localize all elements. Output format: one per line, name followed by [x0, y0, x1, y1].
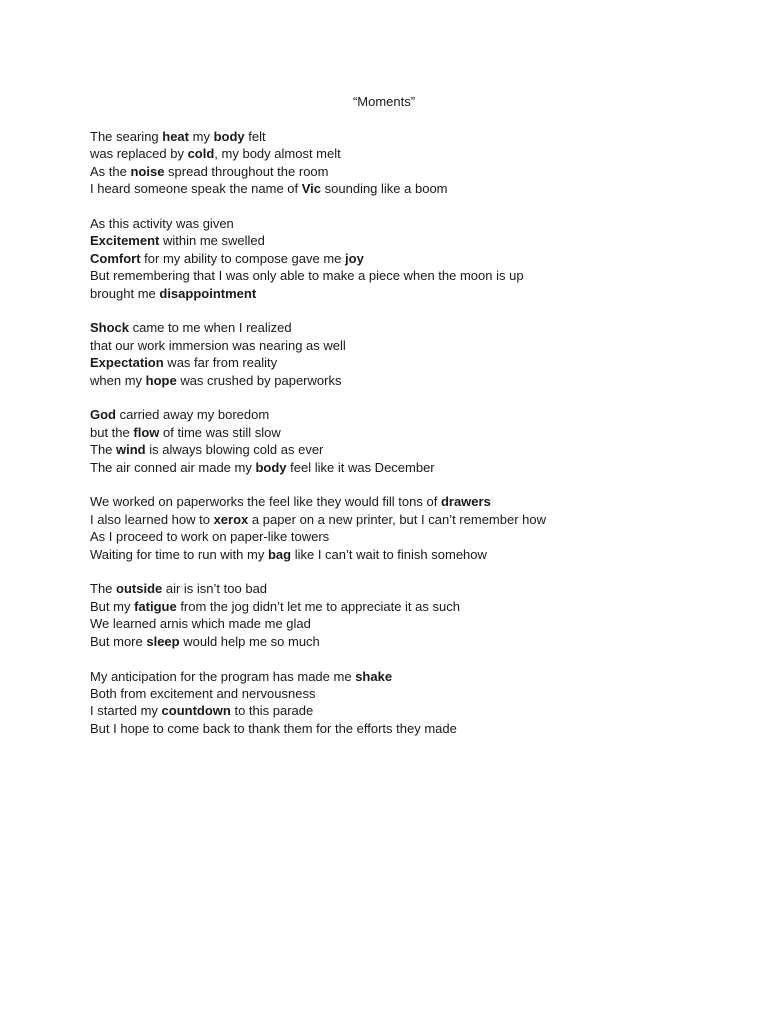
- poem-stanza: [90, 493, 710, 563]
- poem-line: [90, 215, 710, 232]
- line-text: felt: [244, 129, 266, 144]
- emphasized-word: body: [213, 129, 245, 144]
- line-text: came to me when I realized: [129, 320, 292, 336]
- emphasized-word: God: [90, 407, 116, 423]
- poem-stanza: [90, 215, 710, 302]
- poem-line: [90, 267, 710, 284]
- line-text: that our work immersion was nearing as well: [90, 337, 346, 353]
- poem-line: [90, 668, 710, 685]
- emphasized-word: noise: [130, 163, 165, 179]
- poem-line: [90, 598, 710, 615]
- line-text: brought me: [90, 285, 160, 301]
- poem-stanza: [90, 406, 710, 476]
- line-text: within me swelled: [159, 233, 265, 249]
- poem-line: [90, 337, 710, 354]
- line-text: is always blowing cold as ever: [145, 442, 324, 458]
- poem-line: [90, 372, 710, 389]
- line-text: would help me so much: [179, 633, 320, 649]
- line-text: from the jog didn’t let me to appreciate it as such: [176, 598, 460, 614]
- line-text: My anticipation for the program has made me: [90, 668, 356, 684]
- emphasized-word: disappointment: [159, 285, 257, 301]
- line-text: We worked on paperworks the feel like they would fill tons of: [90, 494, 441, 510]
- emphasized-word: Vic: [301, 181, 322, 197]
- poem-line: [90, 128, 710, 145]
- line-text: air is isn’t too bad: [162, 581, 268, 597]
- line-text: spread throughout the room: [164, 163, 329, 179]
- poem-line: [90, 528, 710, 545]
- emphasized-word: wind: [116, 442, 146, 458]
- emphasized-word: Excitement: [90, 233, 160, 249]
- emphasized-word: outside: [116, 581, 163, 597]
- poem-line: [90, 511, 710, 528]
- line-text: a paper on a new printer, but I can’t remember how: [248, 511, 546, 527]
- line-text: of time was still slow: [159, 424, 281, 440]
- poem-line: [90, 319, 710, 336]
- line-text: Waiting for time to run with my: [90, 546, 268, 562]
- line-text: The: [90, 442, 117, 458]
- poem-line: [90, 250, 710, 267]
- line-text: was replaced by: [90, 146, 188, 162]
- line-text: , my body almost melt: [214, 146, 341, 162]
- emphasized-word: flow: [133, 424, 160, 440]
- line-text: my: [189, 129, 214, 144]
- emphasized-word: shake: [355, 668, 393, 684]
- line-text: As the: [90, 163, 131, 179]
- line-text: to this parade: [230, 703, 314, 719]
- poem-line: [90, 546, 710, 563]
- poem-body: [90, 128, 710, 755]
- poem-line: [90, 580, 710, 597]
- line-text: But my: [90, 598, 135, 614]
- emphasized-word: bag: [267, 546, 292, 562]
- emphasized-word: heat: [162, 129, 189, 144]
- line-text: like I can’t wait to finish somehow: [291, 546, 487, 562]
- line-text: We learned arnis which made me glad: [90, 616, 311, 632]
- line-text: But I hope to come back to thank them for the efforts they made: [90, 720, 457, 736]
- emphasized-word: sleep: [146, 633, 180, 649]
- poem-line: [90, 633, 710, 650]
- poem-line: [90, 615, 710, 632]
- poem-line: [90, 163, 710, 180]
- poem-stanza: [90, 580, 710, 650]
- emphasized-word: Expectation: [90, 355, 164, 371]
- line-text: I also learned how to: [90, 511, 214, 527]
- poem-line: [90, 720, 710, 737]
- poem-line: [90, 685, 710, 702]
- line-text: Both from excitement and nervousness: [90, 685, 316, 701]
- emphasized-word: fatigue: [134, 598, 177, 614]
- emphasized-word: cold: [187, 146, 215, 162]
- line-text: But more: [90, 633, 147, 649]
- emphasized-word: joy: [345, 250, 364, 266]
- poem-line: [90, 232, 710, 249]
- poem-stanza: [90, 319, 710, 389]
- line-text: feel like it was December: [286, 459, 435, 475]
- emphasized-word: Comfort: [90, 250, 141, 266]
- line-text: But remembering that I was only able to make a piece when the moon is up: [90, 268, 524, 284]
- line-text: for my ability to compose gave me: [140, 250, 346, 266]
- poem-line: [90, 406, 710, 423]
- line-text: but the: [90, 424, 134, 440]
- line-text: was far from reality: [163, 355, 278, 371]
- line-text: when my: [90, 372, 146, 388]
- poem-line: [90, 145, 710, 162]
- emphasized-word: countdown: [161, 703, 231, 719]
- poem-line: [90, 285, 710, 302]
- line-text: was crushed by paperworks: [176, 372, 342, 388]
- poem-line: [90, 354, 710, 371]
- line-text: I started my: [90, 703, 162, 719]
- line-text: sounding like a boom: [321, 181, 448, 197]
- poem-line: [90, 180, 710, 197]
- poem-stanza: [90, 668, 710, 738]
- line-text: As I proceed to work on paper-like towers: [90, 529, 330, 545]
- line-text: The air conned air made my: [90, 459, 256, 475]
- poem-stanza: [90, 128, 710, 198]
- line-text: The: [90, 581, 117, 597]
- poem-line: [90, 493, 710, 510]
- emphasized-word: body: [255, 459, 287, 475]
- poem-title: “Moments”: [352, 94, 416, 109]
- line-text: As this activity was given: [90, 216, 234, 232]
- poem-line: [90, 702, 710, 719]
- poem-line: [90, 459, 710, 476]
- line-text: The searing: [90, 129, 163, 144]
- emphasized-word: drawers: [440, 494, 491, 510]
- poem-line: [90, 441, 710, 458]
- emphasized-word: Shock: [90, 320, 130, 336]
- poem-line: [90, 424, 710, 441]
- emphasized-word: xerox: [213, 511, 249, 527]
- line-text: carried away my boredom: [116, 407, 270, 423]
- line-text: I heard someone speak the name of: [90, 181, 302, 197]
- emphasized-word: hope: [145, 372, 177, 388]
